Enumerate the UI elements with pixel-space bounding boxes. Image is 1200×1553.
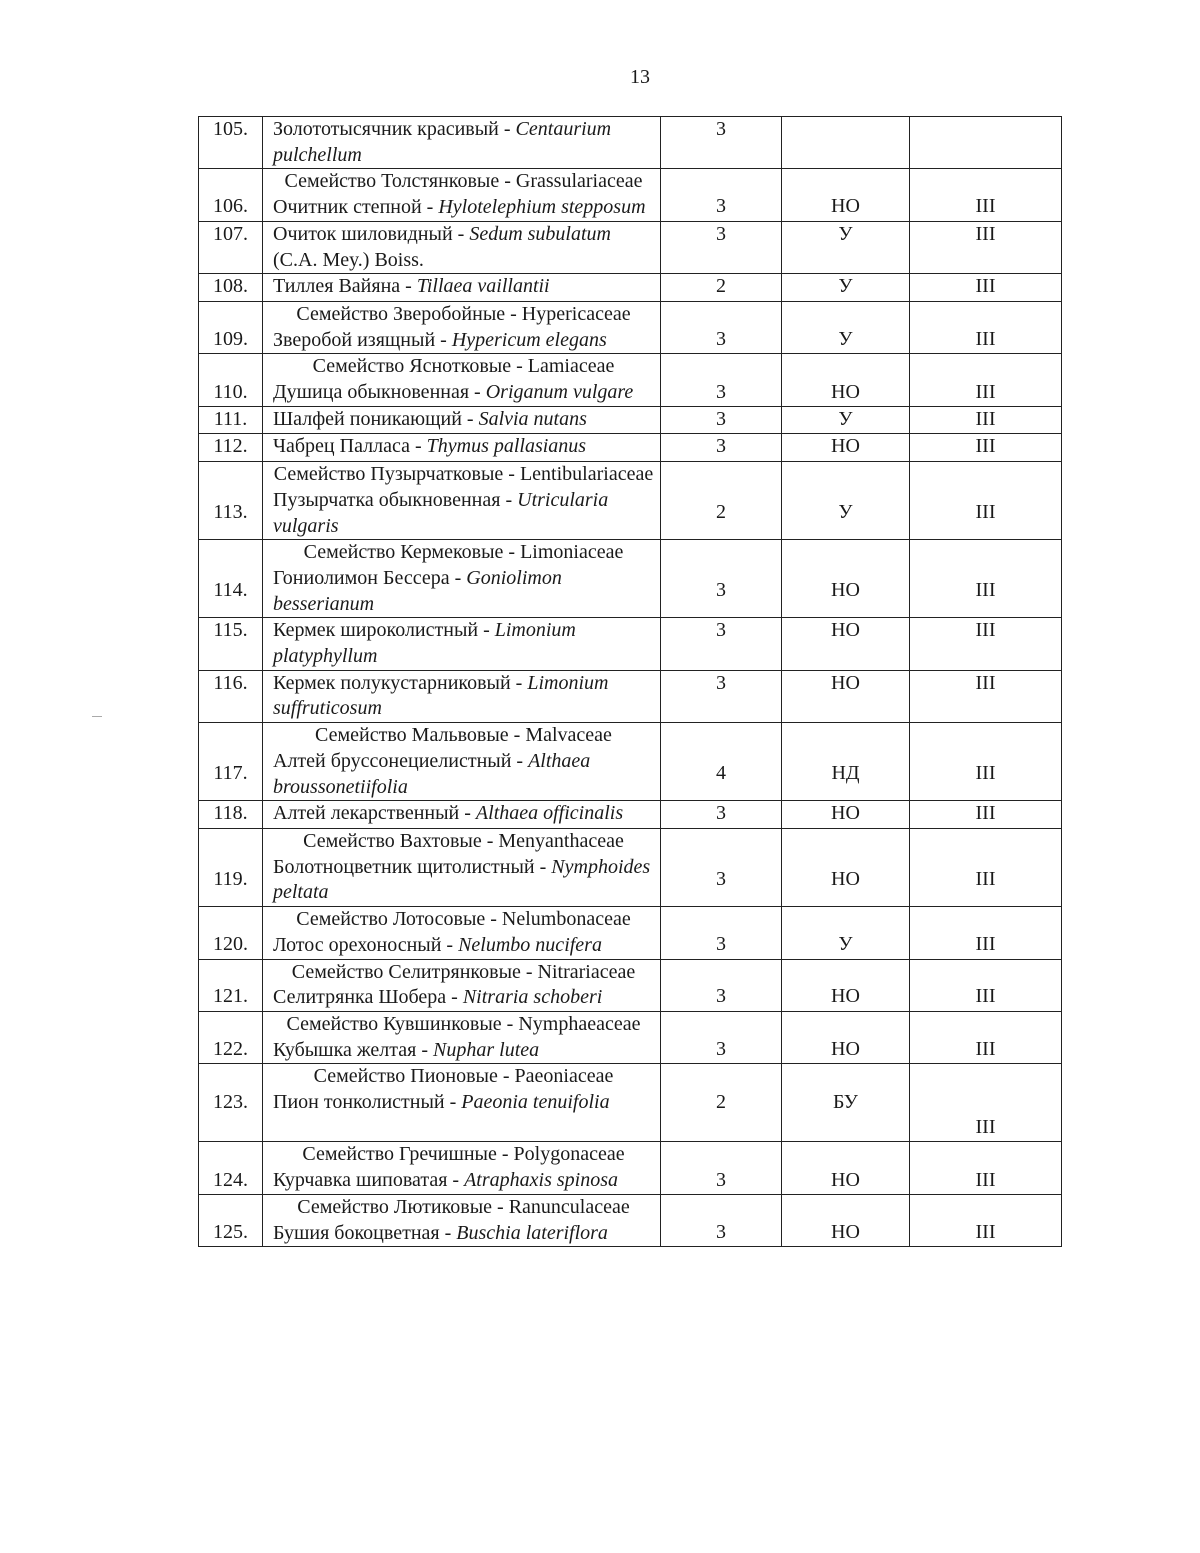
- species-name-ru: Зверобой изящный -: [273, 328, 452, 351]
- table-row: [199, 1011, 1062, 1063]
- status-cell: У: [782, 462, 910, 540]
- species-cell: [263, 1142, 661, 1194]
- species-cell: [263, 462, 661, 540]
- status-cell: НО: [782, 1142, 910, 1194]
- table-row: [199, 618, 1062, 670]
- species-cell: [263, 540, 661, 618]
- family-heading: Семейство Кувшинковые - Nymphaeaceae: [286, 1012, 641, 1035]
- degree-cell: [910, 117, 1062, 169]
- row-number: 112.: [199, 434, 263, 462]
- species-name-ru: Пузырчатка обыкновенная -: [273, 488, 518, 511]
- category-cell: 3: [661, 828, 782, 906]
- species-name-ru: Чабрец Палласа -: [273, 435, 427, 458]
- row-number: 120.: [199, 907, 263, 959]
- degree-cell: III: [910, 723, 1062, 801]
- status-cell: НО: [782, 959, 910, 1011]
- row-number: 123.: [199, 1064, 263, 1142]
- species-name-ru: Кермек полукустарниковый -: [273, 671, 528, 694]
- status-cell: У: [782, 907, 910, 959]
- species-name-ru: Тиллея Вайяна -: [273, 275, 417, 298]
- row-number: 108.: [199, 274, 263, 302]
- species-name-ru: Очитник степной -: [273, 196, 439, 219]
- status-cell: НО: [782, 670, 910, 722]
- species-name-ru: Алтей бруссонециелистный -: [273, 749, 529, 772]
- species-cell: [263, 354, 661, 406]
- category-cell: 2: [661, 462, 782, 540]
- category-cell: 3: [661, 618, 782, 670]
- table-row: [199, 723, 1062, 801]
- status-cell: У: [782, 221, 910, 273]
- status-cell: НО: [782, 169, 910, 221]
- degree-cell: III: [910, 907, 1062, 959]
- degree-cell: III: [910, 1011, 1062, 1063]
- table-row: [199, 274, 1062, 302]
- status-cell: БУ: [782, 1064, 910, 1142]
- table-row: [199, 907, 1062, 959]
- degree-cell: III: [910, 274, 1062, 302]
- category-cell: 3: [661, 907, 782, 959]
- status-cell: НО: [782, 540, 910, 618]
- species-name-latin: Salvia nutans: [478, 407, 587, 430]
- category-cell: 3: [661, 1142, 782, 1194]
- table-row: [199, 1142, 1062, 1194]
- species-name-latin: Atraphaxis spinosa: [464, 1169, 618, 1192]
- degree-cell: III: [910, 354, 1062, 406]
- species-name-ru: Очиток шиловидный -: [273, 222, 470, 245]
- category-cell: 3: [661, 1011, 782, 1063]
- species-cell: [263, 221, 661, 273]
- species-name-ru: Лотос орехоносный -: [273, 933, 459, 956]
- species-cell: [263, 1194, 661, 1246]
- species-cell: [263, 618, 661, 670]
- species-name-latin: Althaea broussonetiifolia: [273, 749, 591, 798]
- table-row: [199, 959, 1062, 1011]
- category-cell: 3: [661, 354, 782, 406]
- category-cell: 3: [661, 169, 782, 221]
- row-number: 113.: [199, 462, 263, 540]
- species-name-latin: Nelumbo nucifera: [458, 933, 602, 956]
- species-name-ru: Селитрянка Шобера -: [273, 986, 463, 1009]
- category-cell: 3: [661, 670, 782, 722]
- status-cell: НО: [782, 1194, 910, 1246]
- table-row: [199, 670, 1062, 722]
- family-heading: Семейство Яснотковые - Lamiaceae: [312, 355, 615, 378]
- category-cell: 3: [661, 117, 782, 169]
- species-name-latin: Sedum subulatum: [469, 222, 611, 245]
- family-heading: Семейство Мальвовые - Malvaceae: [315, 724, 612, 747]
- species-name-latin: Tillaea vaillantii: [416, 275, 550, 298]
- table-row: [199, 828, 1062, 906]
- species-name-latin: Limonium suffruticosum: [273, 671, 609, 720]
- row-number: 109.: [199, 301, 263, 353]
- degree-cell: III: [910, 801, 1062, 829]
- species-cell: [263, 670, 661, 722]
- category-cell: 3: [661, 301, 782, 353]
- row-number: 107.: [199, 221, 263, 273]
- table-row: [199, 1194, 1062, 1246]
- table-row: [199, 540, 1062, 618]
- category-cell: 3: [661, 434, 782, 462]
- species-cell: [263, 301, 661, 353]
- species-cell: [263, 828, 661, 906]
- status-cell: НО: [782, 801, 910, 829]
- species-cell: [263, 907, 661, 959]
- table-row: [199, 801, 1062, 829]
- species-name-ru: Кубышка желтая -: [273, 1038, 434, 1061]
- degree-cell: III: [910, 462, 1062, 540]
- species-name-latin: Nitraria schoberi: [462, 986, 603, 1009]
- family-heading: Семейство Лютиковые - Ranunculaceae: [297, 1195, 630, 1218]
- species-name-latin: Nymphoides peltata: [273, 855, 651, 904]
- degree-cell: III: [910, 406, 1062, 434]
- row-number: 117.: [199, 723, 263, 801]
- table-row: [199, 301, 1062, 353]
- species-cell: [263, 274, 661, 302]
- family-heading: Семейство Пузырчатковые - Lentibulariaceae: [273, 463, 654, 486]
- degree-cell: III: [910, 1194, 1062, 1246]
- status-cell: У: [782, 274, 910, 302]
- species-name-latin: Buschia lateriflora: [456, 1221, 608, 1244]
- status-cell: У: [782, 301, 910, 353]
- table-row: [199, 1064, 1062, 1142]
- species-name-latin: Paeonia tenuifolia: [461, 1091, 610, 1114]
- family-heading: Семейство Вахтовые - Menyanthaceae: [303, 829, 624, 852]
- degree-cell: III: [910, 1064, 1062, 1142]
- species-name-ru: Золототысячник красивый -: [273, 118, 516, 140]
- species-cell: [263, 406, 661, 434]
- status-cell: НО: [782, 828, 910, 906]
- status-cell: У: [782, 406, 910, 434]
- row-number: 121.: [199, 959, 263, 1011]
- species-name-ru: Болотноцветник щитолистный -: [273, 855, 552, 878]
- degree-cell: III: [910, 618, 1062, 670]
- row-number: 110.: [199, 354, 263, 406]
- species-name-latin: Limonium platyphyllum: [273, 619, 576, 668]
- table-row: [199, 462, 1062, 540]
- species-name-latin: Utricularia vulgaris: [273, 488, 609, 537]
- category-cell: 3: [661, 406, 782, 434]
- family-heading: Семейство Зверобойные - Hypericaceae: [296, 302, 631, 325]
- row-number: 116.: [199, 670, 263, 722]
- species-name-ru: Алтей лекарственный -: [273, 802, 476, 825]
- category-cell: 3: [661, 801, 782, 829]
- species-name-ru: Пион тонколистный -: [273, 1091, 462, 1114]
- species-name-latin: Centaurium pulchellum: [273, 118, 612, 166]
- row-number: 119.: [199, 828, 263, 906]
- family-heading: Семейство Пионовые - Paeoniaceae: [313, 1065, 614, 1088]
- species-author: (C.A. Mey.) Boiss.: [273, 248, 424, 271]
- species-cell: [263, 169, 661, 221]
- species-name-latin: Hylotelephium stepposum: [438, 196, 646, 219]
- species-name-latin: Origanum vulgare: [485, 381, 634, 404]
- status-cell: НО: [782, 434, 910, 462]
- row-number: 114.: [199, 540, 263, 618]
- species-cell: [263, 723, 661, 801]
- degree-cell: III: [910, 959, 1062, 1011]
- degree-cell: III: [910, 670, 1062, 722]
- status-cell: НО: [782, 618, 910, 670]
- status-cell: НО: [782, 1011, 910, 1063]
- family-heading: Семейство Гречишные - Polygonaceae: [302, 1143, 625, 1166]
- row-number: 106.: [199, 169, 263, 221]
- species-name-latin: Thymus pallasianus: [426, 435, 587, 458]
- species-name-ru: Курчавка шиповатая -: [273, 1169, 465, 1192]
- family-heading: Семейство Кермековые - Limoniaceae: [303, 541, 624, 564]
- species-name-ru: Шалфей поникающий -: [273, 407, 479, 430]
- degree-cell: III: [910, 221, 1062, 273]
- degree-cell: III: [910, 828, 1062, 906]
- species-name-latin: Goniolimon besserianum: [273, 566, 562, 615]
- table-row: [199, 117, 1062, 169]
- row-number: 122.: [199, 1011, 263, 1063]
- status-cell: [782, 117, 910, 169]
- species-cell: [263, 1011, 661, 1063]
- category-cell: 2: [661, 1064, 782, 1142]
- species-cell: [263, 117, 661, 169]
- category-cell: 3: [661, 959, 782, 1011]
- family-heading: Семейство Лотосовые - Nelumbonaceae: [296, 908, 631, 931]
- species-name-ru: Душица обыкновенная -: [273, 381, 486, 404]
- species-cell: [263, 801, 661, 829]
- category-cell: 4: [661, 723, 782, 801]
- species-name-ru: Кермек широколистный -: [273, 619, 495, 642]
- species-table: [198, 116, 1062, 1247]
- row-number: 115.: [199, 618, 263, 670]
- degree-cell: III: [910, 169, 1062, 221]
- table-body: [199, 117, 1062, 1247]
- species-cell: [263, 959, 661, 1011]
- category-cell: 2: [661, 274, 782, 302]
- degree-cell: III: [910, 434, 1062, 462]
- species-name-latin: Hypericum elegans: [451, 328, 607, 351]
- category-cell: 3: [661, 1194, 782, 1246]
- family-heading: Семейство Толстянковые - Grassulariaceae: [284, 170, 643, 193]
- table-row: [199, 354, 1062, 406]
- species-cell: [263, 434, 661, 462]
- species-cell: [263, 1064, 661, 1142]
- table-row: [199, 406, 1062, 434]
- row-number: 124.: [199, 1142, 263, 1194]
- table-row: [199, 221, 1062, 273]
- category-cell: 3: [661, 221, 782, 273]
- table-row: [199, 434, 1062, 462]
- row-number: 105.: [199, 117, 263, 169]
- family-heading: Семейство Селитрянковые - Nitrariaceae: [291, 960, 636, 983]
- species-name-ru: Гониолимон Бессера -: [273, 566, 467, 589]
- species-name-ru: Бушия бокоцветная -: [273, 1221, 457, 1244]
- page-number: 13: [630, 66, 650, 88]
- status-cell: НД: [782, 723, 910, 801]
- degree-cell: III: [910, 301, 1062, 353]
- species-name-latin: Althaea officinalis: [475, 802, 624, 825]
- row-number: 111.: [199, 406, 263, 434]
- table-row: [199, 169, 1062, 221]
- degree-cell: III: [910, 540, 1062, 618]
- category-cell: 3: [661, 540, 782, 618]
- status-cell: НО: [782, 354, 910, 406]
- margin-mark: [92, 716, 102, 717]
- row-number: 118.: [199, 801, 263, 829]
- row-number: 125.: [199, 1194, 263, 1246]
- species-name-latin: Nuphar lutea: [433, 1038, 540, 1061]
- degree-cell: III: [910, 1142, 1062, 1194]
